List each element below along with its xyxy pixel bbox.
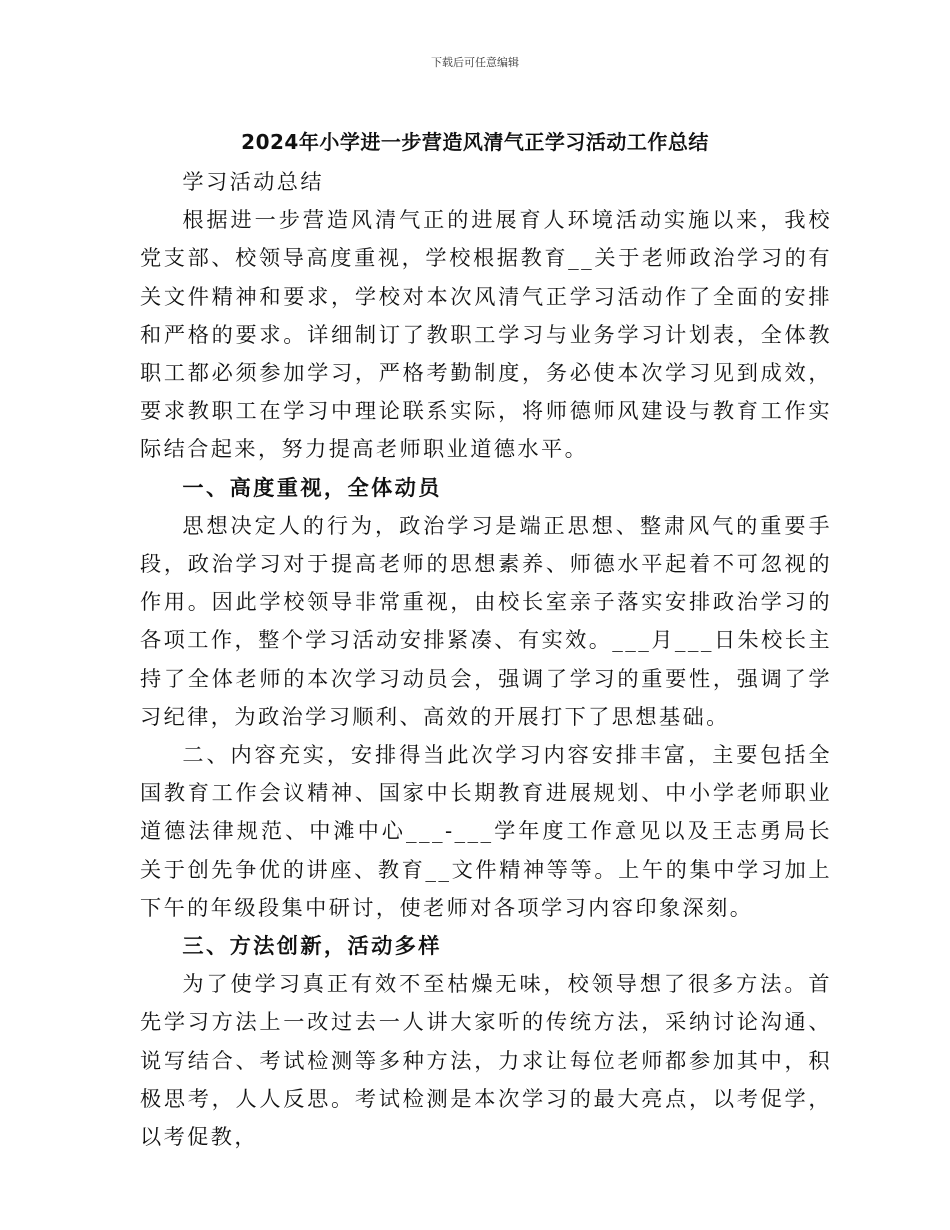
paragraph-section-1: 思想决定人的行为，政治学习是端正思想、整肃风气的重要手段，政治学习对于提高老师的思想素养、师德水平起着不可忽视的作用。因此学校领导非常重视，由校长室亲子落实安排政治学习的各项工作，整个学习活动安排紧凑、有实效。___月___日朱校长主持了全体老师的本次学习动员会，强调了学习的重要性，强调了学习纪律，为政治学习顺利、高效的开展打下了思想基础。 — [140, 512, 832, 729]
page-header-note: 下载后可任意编辑 — [431, 56, 519, 69]
paragraph-section-2: 二、内容充实，安排得当此次学习内容安排丰富，主要包括全国教育工作会议精神、国家中长期教育进展规划、中小学老师职业道德法律规范、中滩中心___-___学年度工作意见以及王志勇局长关于创先争优的讲座、教育__文件精神等等。上午的集中学习加上下午的年级段集中研讨，使老师对各项学习内容印象深刻。 — [140, 742, 832, 920]
section-heading-3: 三、方法创新，活动多样 — [182, 933, 442, 959]
section-heading-1: 一、高度重视，全体动员 — [182, 474, 442, 500]
document-title: 2024年小学进一步营造风清气正学习活动工作总结 — [241, 130, 709, 154]
paragraph-intro: 根据进一步营造风清气正的进展育人环境活动实施以来，我校党支部、校领导高度重视，学校根据教育__关于老师政治学习的有关文件精神和要求，学校对本次风清气正学习活动作了全面的安排和严格的要求。详细制订了教职工学习与业务学习计划表，全体教职工都必须参加学习，严格考勤制度，务必使本次学习见到成效，要求教职工在学习中理论联系实际，将师德师风建设与教育工作实际结合起来，努力提高老师职业道德水平。 — [140, 207, 832, 462]
document-body — [140, 163, 832, 1156]
paragraph-section-3: 为了使学习真正有效不至枯燥无味，校领导想了很多方法。首先学习方法上一改过去一人讲大家听的传统方法，采纳讨论沟通、说写结合、考试检测等多种方法，力求让每位老师都参加其中，积极思考，人人反思。考试检测是本次学习的最大亮点，以考促学，以考促教， — [140, 971, 832, 1150]
paragraph-intro-label: 学习活动总结 — [182, 169, 324, 194]
